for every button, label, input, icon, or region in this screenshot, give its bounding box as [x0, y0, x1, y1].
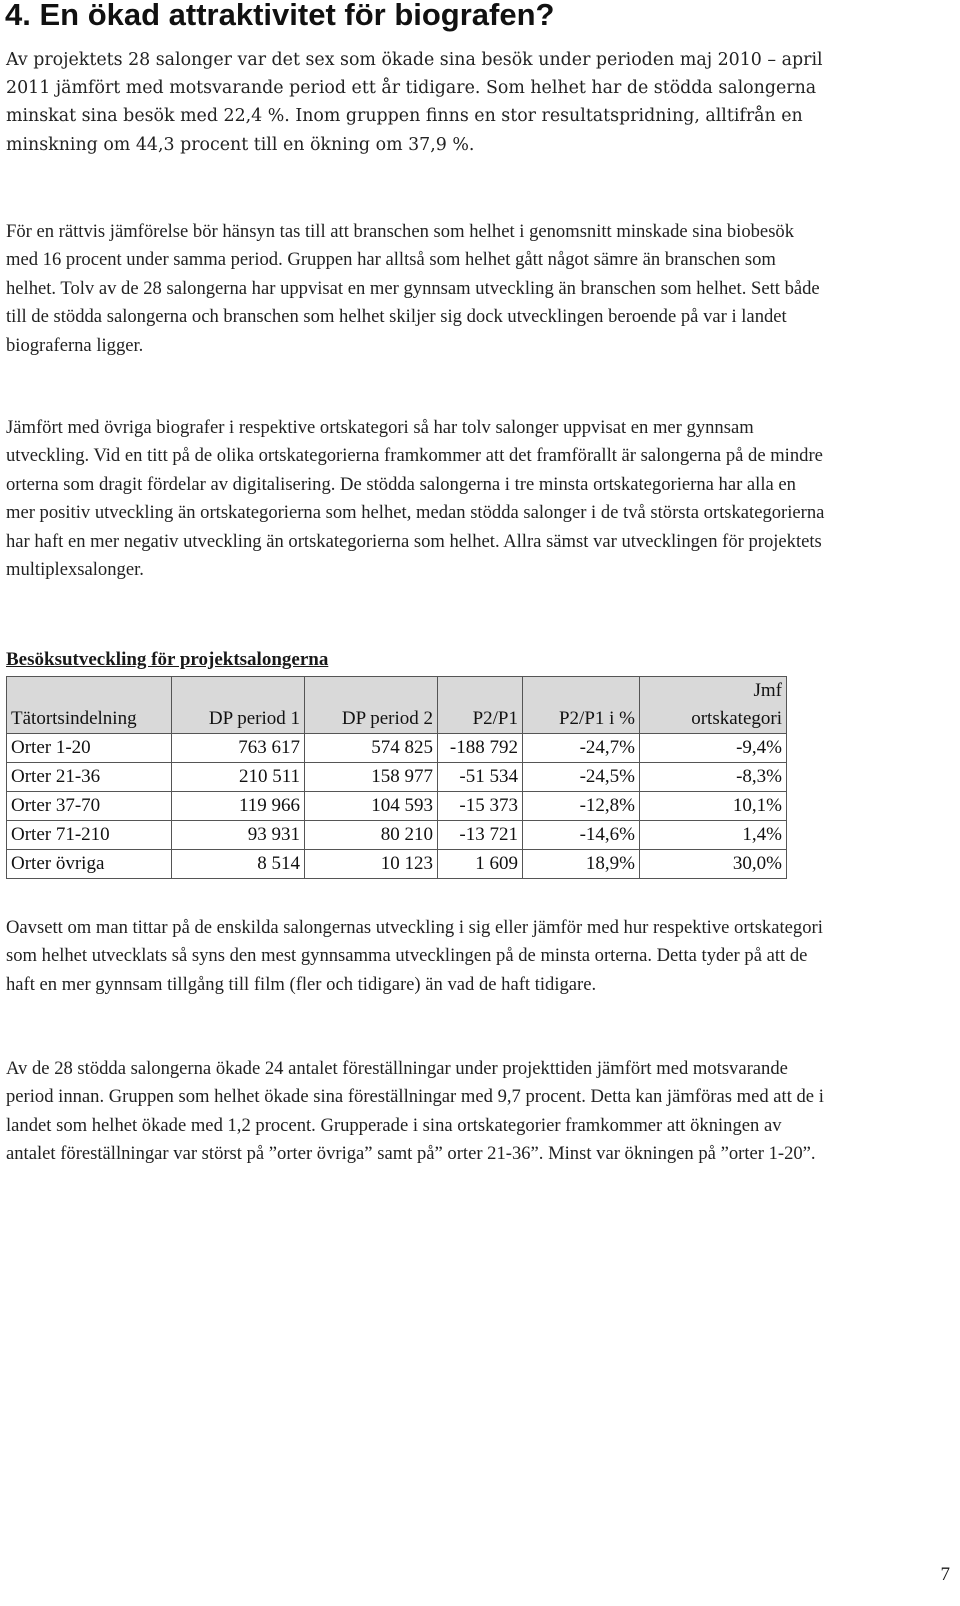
- paragraph-3: Jämfört med övriga biografer i respektive ortskategori så har tolv salonger uppvisat en mer gynnsam utveckling. Vid en titt på de olika ortskategorierna framkommer att det framförallt är salongerna på de mindre orterna som dragit fördelar av digitalisering. De stödda salongerna i tre minsta ortskategorierna har alla en mer positiv utveckling än ortskategorierna som helhet, medan stödda salonger i de två största ortskategorierna har haft en mer negativ utveckling än ortskategorierna som helhet. Allra sämst var utvecklingen för projektets multiplexsalonger.: [6, 417, 825, 581]
- cell-p2-p1-percent: -24,7%: [523, 734, 640, 763]
- cell-p2-p1: 1 609: [438, 850, 523, 879]
- cell-dp-period-1: 93 931: [172, 821, 305, 850]
- header-dp-period-1: DP period 1: [172, 677, 305, 734]
- header-tatortsindelning: Tätortsindelning: [7, 677, 172, 734]
- cell-jmf-ortskategori: -8,3%: [640, 763, 787, 792]
- paragraph-1: Av projektets 28 salonger var det sex som ökade sina besök under perioden maj 2010 – april 2011 jämfört med motsvarande period ett år tidigare. Som helhet har de stödda salongerna minskat sina besök med 22,4 %. Inom gruppen finns en stor resultatspridning, alltifrån en minskning om 44,3 procent till en ökning om 37,9 %.: [6, 50, 823, 155]
- cell-jmf-ortskategori: -9,4%: [640, 734, 787, 763]
- cell-p2-p1-percent: -12,8%: [523, 792, 640, 821]
- cell-p2-p1: -13 721: [438, 821, 523, 850]
- cell-jmf-ortskategori: 1,4%: [640, 821, 787, 850]
- paragraph-5: Av de 28 stödda salongerna ökade 24 antalet föreställningar under projekttiden jämfört med motsvarande period innan. Gruppen som helhet ökade sina föreställningar med 9,7 procent. Detta kan jämföras med att de i landet som helhet ökade med 1,2 procent. Grupperade i sina ortskategorier framkommer att ökningen av antalet föreställningar var störst på ”orter övriga” samt på” orter 21-36”. Minst var ökningen på ”orter 1-20”.: [6, 1058, 824, 1165]
- cell-ort: Orter 71-210: [7, 821, 172, 850]
- cell-jmf-ortskategori: 10,1%: [640, 792, 787, 821]
- section-heading: 4. En ökad attraktivitet för biografen?: [5, 0, 555, 32]
- cell-p2-p1-percent: -14,6%: [523, 821, 640, 850]
- table-row: [7, 763, 787, 792]
- cell-ort: Orter 21-36: [7, 763, 172, 792]
- page-number: 7: [940, 1564, 950, 1585]
- header-p2-p1: P2/P1: [438, 677, 523, 734]
- cell-dp-period-1: 763 617: [172, 734, 305, 763]
- table-row: [7, 734, 787, 763]
- cell-dp-period-2: 574 825: [305, 734, 438, 763]
- cell-dp-period-2: 104 593: [305, 792, 438, 821]
- paragraph-4: Oavsett om man tittar på de enskilda salongernas utveckling i sig eller jämför med hur respektive ortskategori som helhet utvecklats så syns den mest gynnsamma utvecklingen på de minsta orterna. Detta tyder på att de haft en mer gynnsam tillgång till film (fler och tidigare) än vad de haft tidigare.: [6, 917, 823, 995]
- cell-dp-period-1: 8 514: [172, 850, 305, 879]
- header-dp-period-2: DP period 2: [305, 677, 438, 734]
- paragraph-2: För en rättvis jämförelse bör hänsyn tas till att branschen som helhet i genomsnitt minskade sina biobesök med 16 procent under samma period. Gruppen har alltså som helhet gått något sämre än branschen som helhet. Tolv av de 28 salongerna har uppvisat en mer gynnsam utveckling än branschen som helhet. Sett både till de stödda salongerna och branschen som helhet skiljer sig dock utvecklingen beroende på var i landet biograferna ligger.: [6, 221, 820, 356]
- cell-jmf-ortskategori: 30,0%: [640, 850, 787, 879]
- cell-dp-period-2: 10 123: [305, 850, 438, 879]
- cell-ort: Orter övriga: [7, 850, 172, 879]
- cell-dp-period-2: 158 977: [305, 763, 438, 792]
- table-row: [7, 850, 787, 879]
- table-row: [7, 821, 787, 850]
- table-title: Besöksutveckling för projektsalongerna: [6, 649, 329, 670]
- table-header-row: [7, 677, 787, 734]
- cell-dp-period-1: 119 966: [172, 792, 305, 821]
- cell-ort: Orter 1-20: [7, 734, 172, 763]
- header-p2-p1-percent: P2/P1 i %: [523, 677, 640, 734]
- cell-p2-p1: -51 534: [438, 763, 523, 792]
- visitor-development-table: [6, 676, 787, 879]
- cell-p2-p1: -15 373: [438, 792, 523, 821]
- cell-p2-p1: -188 792: [438, 734, 523, 763]
- cell-dp-period-1: 210 511: [172, 763, 305, 792]
- header-jmf-ortskategori: Jmf ortskategori: [640, 677, 787, 734]
- cell-p2-p1-percent: -24,5%: [523, 763, 640, 792]
- table-row: [7, 792, 787, 821]
- cell-ort: Orter 37-70: [7, 792, 172, 821]
- cell-dp-period-2: 80 210: [305, 821, 438, 850]
- cell-p2-p1-percent: 18,9%: [523, 850, 640, 879]
